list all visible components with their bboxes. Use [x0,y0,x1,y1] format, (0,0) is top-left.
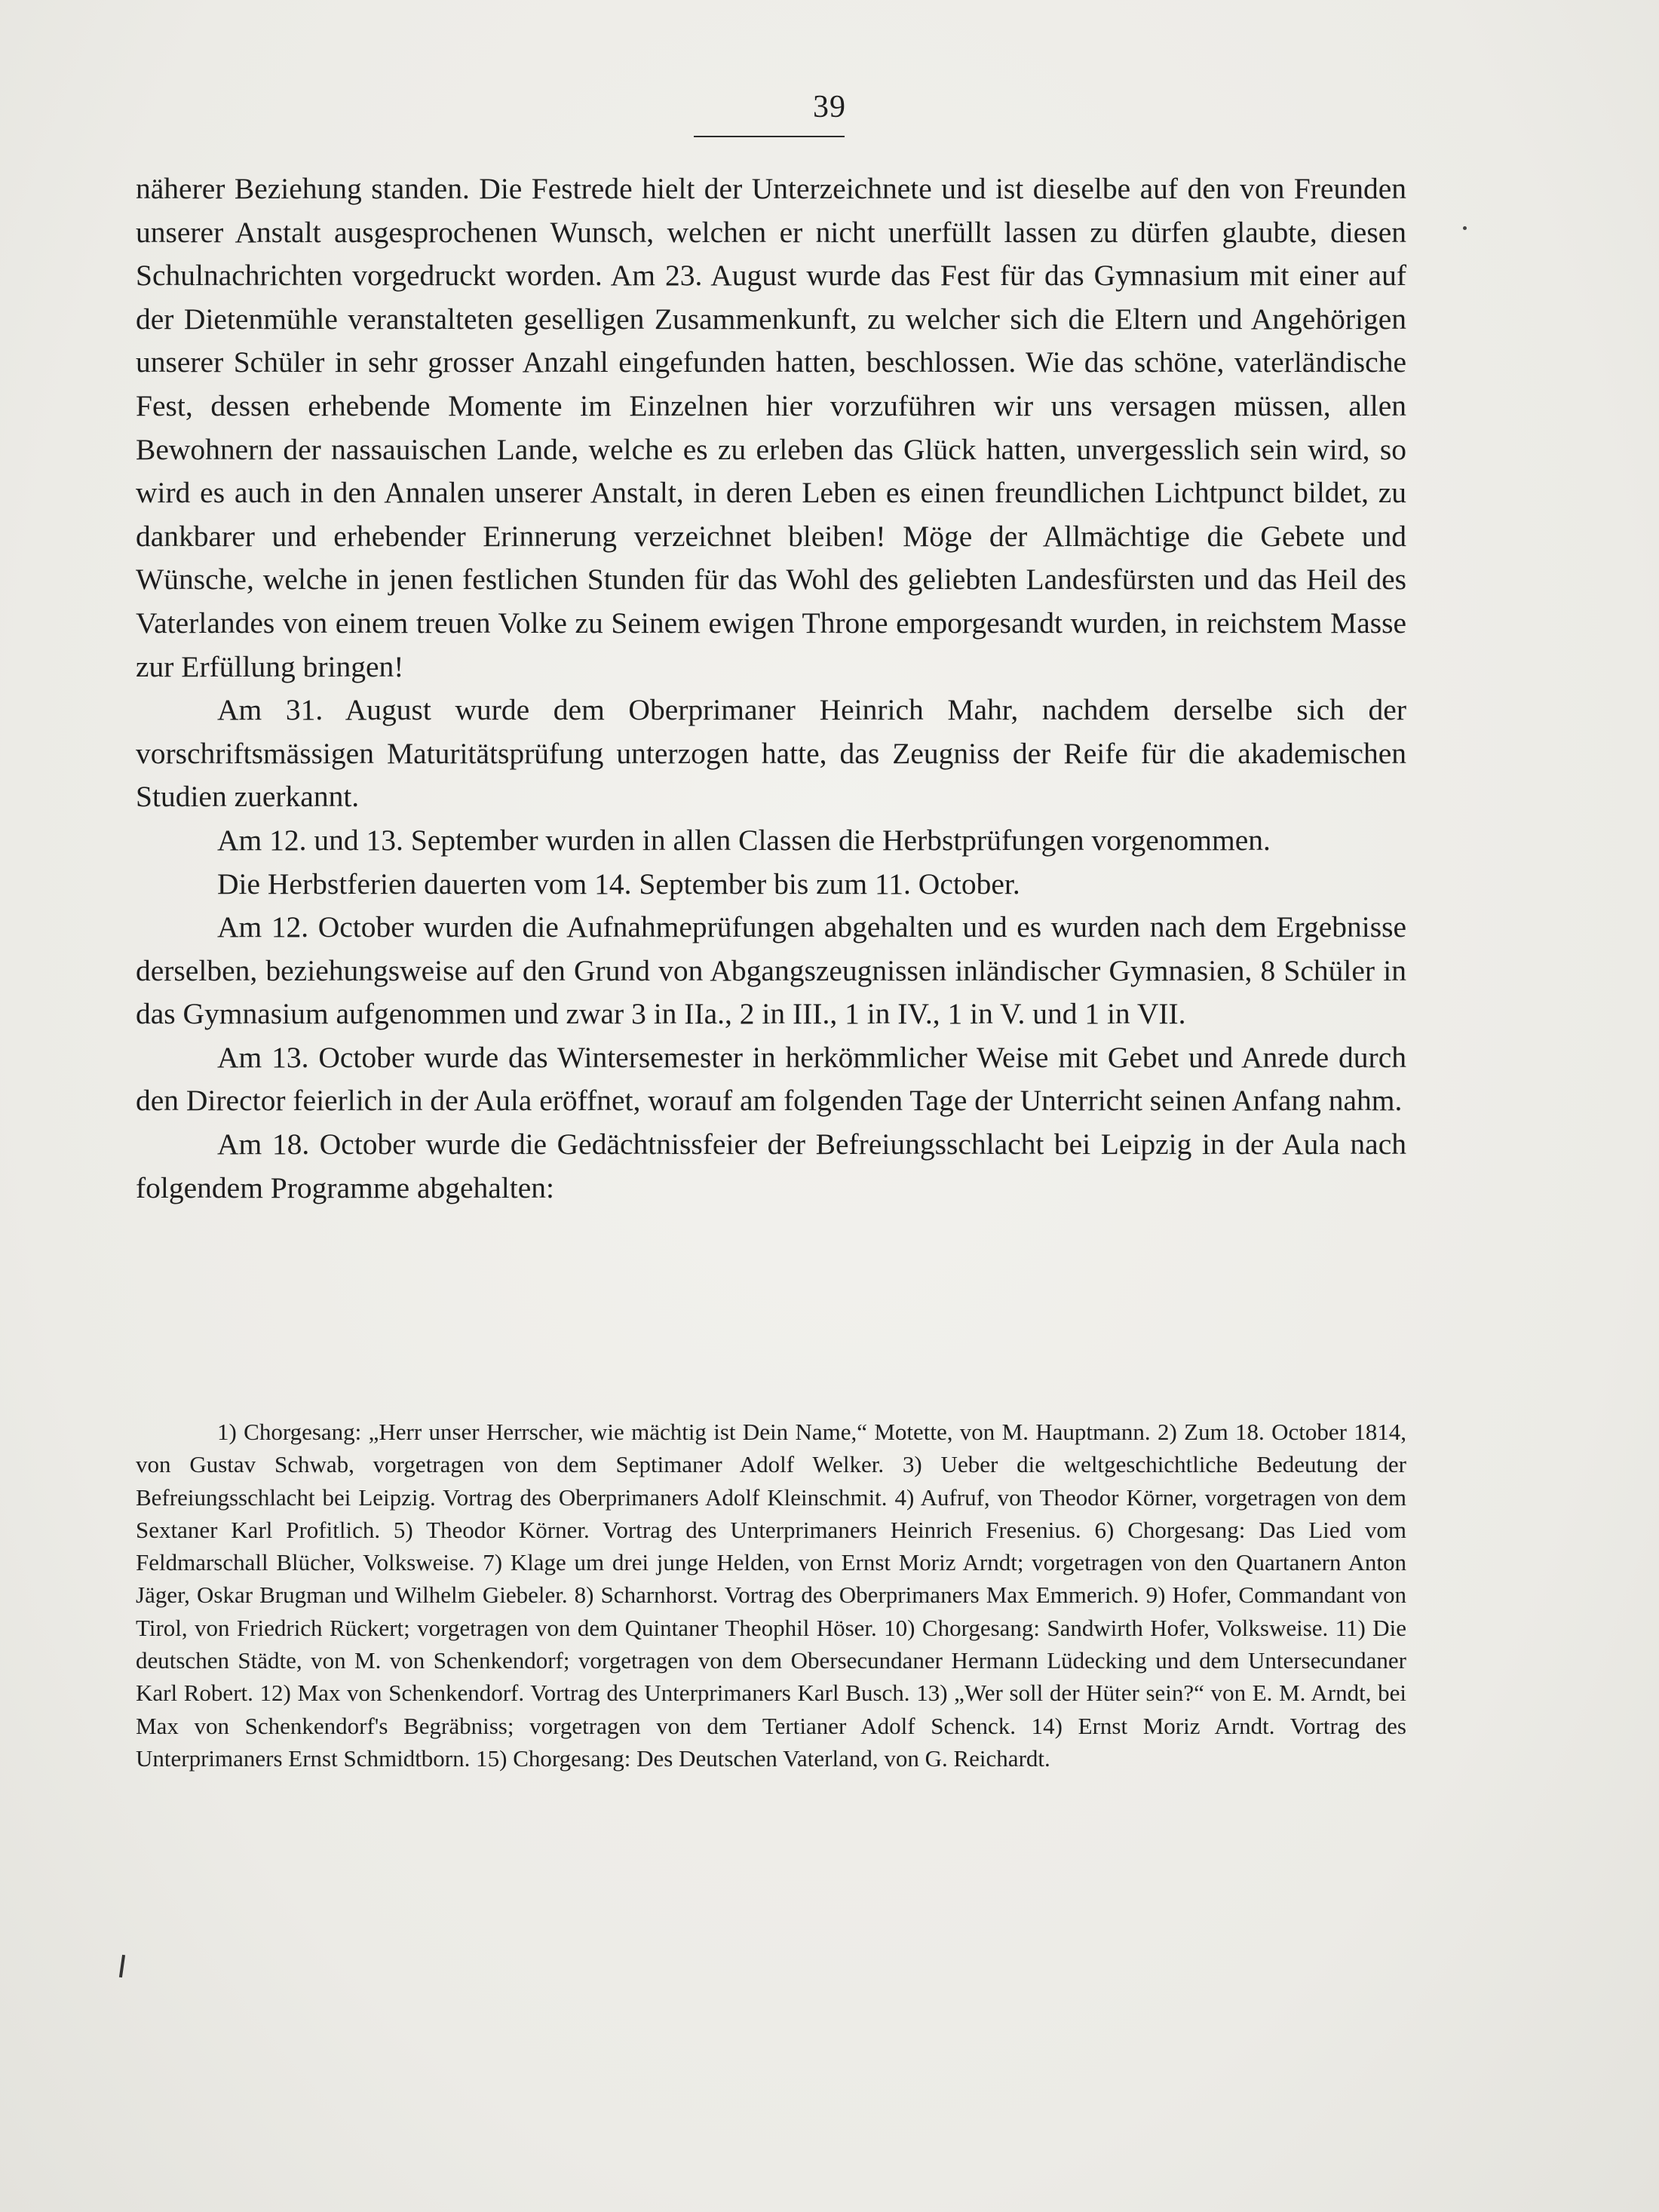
paragraph-herbstferien: Die Herbstferien dauerten vom 14. September bis zum 11. October. [217,867,1020,900]
page-number: 39 [813,90,846,124]
paragraph-festrede: näherer Beziehung standen. Die Festrede hielt der Unterzeichnete und ist dieselbe auf den von Freunden unserer Anstalt ausgesprochenen Wunsch, welchen er nicht unerfüllt lassen zu dürfen glaubte, diesen Schulnachrichten vorgedruckt worden. Am 23. August wurde das Fest für das Gymnasium mit einer auf der Dietenmühle veranstalteten geselligen Zusammenkunft, zu welcher sich die Eltern und Angehörigen unserer Schüler in sehr grosser Anzahl eingefunden hatten, beschlossen. Wie das schöne, vaterländische Fest, dessen erhebende Momente im Einzelnen hier vorzuführen wir uns versagen müssen, allen Bewohnern der nassauischen Lande, welche es zu erleben das Glück hatten, unvergesslich sein wird, so wird es auch in den Annalen unserer Anstalt, in deren Leben es einen freundlichen Lichtpunct bildet, zu dankbarer und erhebender Erinnerung verzeichnet bleiben! Möge der Allmächtige die Gebete und Wünsche, welche in jenen festlichen Stunden für das Wohl des geliebten Landesfürsten und das Heil des Vaterlandes von einem treuen Volke zu Seinem ewigen Throne emporgesandt wurden, in reichstem Masse zur Erfüllung bringen! [136,172,1406,683]
ink-mark [119,1955,125,1977]
body-text [136,167,1406,1210]
ink-dot [1463,226,1467,230]
paragraph-wintersemester: Am 13. October wurde das Wintersemester in herkömmlicher Weise mit Gebet und Anrede durch den Director feierlich in der Aula eröffnet, worauf am folgenden Tage der Unterricht seinen Anfang nahm. [136,1040,1406,1118]
program-list: 1) Chorgesang: „Herr unser Herrscher, wie mächtig ist Dein Name,“ Motette, von M. Hauptmann. 2) Zum 18. October 1814, von Gustav Schwab, vorgetragen von dem Septimaner Adolf Welker. 3) Ueber die weltgeschichtliche Bedeutung der Befreiungsschlacht bei Leipzig. Vortrag des Oberprimaners Adolf Kleinschmit. 4) Aufruf, von Theodor Körner, vorgetragen von dem Sextaner Karl Profitlich. 5) Theodor Körner. Vortrag des Unterprimaners Heinrich Fresenius. 6) Chorgesang: Das Lied vom Feldmarschall Blücher, Volksweise. 7) Klage um drei junge Helden, von Ernst Moriz Arndt; vorgetragen von den Quartanern Anton Jäger, Oskar Brugman und Wilhelm Giebeler. 8) Scharnhorst. Vortrag des Oberprimaners Max Emmerich. 9) Hofer, Commandant von Tirol, von Friedrich Rückert; vorgetragen von dem Quintaner Theophil Höser. 10) Chorgesang: Sandwirth Hofer, Volksweise. 11) Die deutschen Städte, von M. von Schenkendorf; vorgetragen von dem Obersecundaner Hermann Lüdecking und dem Untersecundaner Karl Robert. 12) Max von Schenkendorf. Vortrag des Unterprimaners Karl Busch. 13) „Wer soll der Hüter sein?“ von E. M. Arndt, bei Max von Schenkendorf's Begräbniss; vorgetragen von dem Tertianer Adolf Schenck. 14) Ernst Moriz Arndt. Vortrag des Unterprimaners Ernst Schmidtborn. 15) Chorgesang: Des Deutschen Vaterland, von G. Reichardt. [136,1419,1406,1772]
paragraph-gedaechtnissfeier: Am 18. October wurde die Gedächtnissfeier der Befreiungsschlacht bei Leipzig in der Aula nach folgendem Programme abgehalten: [136,1127,1406,1204]
page-number-rule [694,136,845,137]
paragraph-maturitaet: Am 31. August wurde dem Oberprimaner Heinrich Mahr, nachdem derselbe sich der vorschriftsmässigen Maturitätsprüfung unterzogen hatte, das Zeugniss der Reife für die akademischen Studien zuerkannt. [136,693,1406,814]
paragraph-herbstpruefungen: Am 12. und 13. September wurden in allen Classen die Herbstprüfungen vorgenommen. [217,823,1271,857]
paragraph-aufnahmepruefungen: Am 12. October wurden die Aufnahmeprüfungen abgehalten und es wurden nach dem Ergebnisse derselben, beziehungsweise auf den Grund von Abgangszeugnissen inländischer Gymnasien, 8 Schüler in das Gymnasium aufgenommen und zwar 3 in IIa., 2 in III., 1 in IV., 1 in V. und 1 in VII. [136,910,1406,1031]
